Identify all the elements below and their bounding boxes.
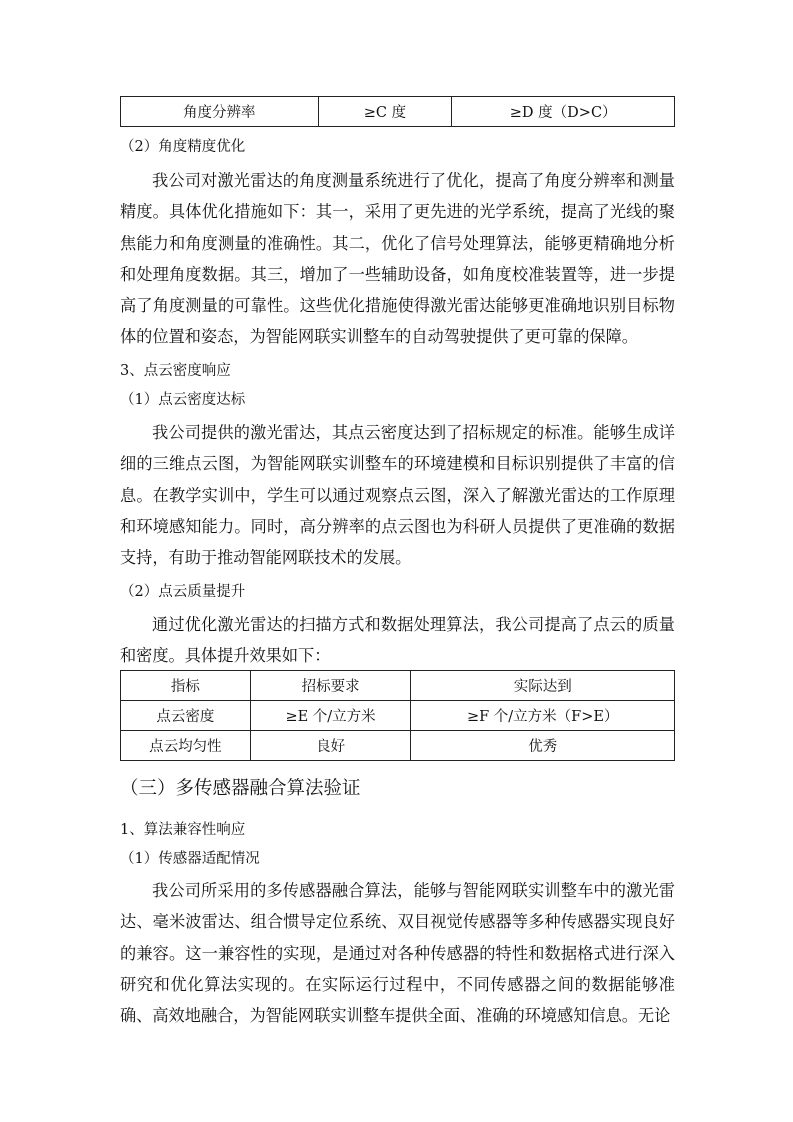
- table-header-cell: 实际达到: [411, 671, 675, 701]
- table-row: [121, 701, 675, 731]
- table-header-cell: 指标: [121, 671, 251, 701]
- subheading-density-compliance: （1）点云密度达标: [120, 392, 246, 408]
- table-cell: ≥C 度: [318, 97, 452, 127]
- subheading-quality-improvement: （2）点云质量提升: [120, 584, 246, 600]
- table-cell: ≥E 个/立方米: [250, 701, 411, 731]
- subheading-sensor-adaptation: （1）传感器适配情况: [120, 851, 260, 867]
- table-cell: 良好: [250, 731, 411, 761]
- table-cell: ≥D 度（D>C）: [452, 97, 675, 127]
- subheading-angle-optimization: （2）角度精度优化: [120, 139, 246, 155]
- table-row: [121, 731, 675, 761]
- table-header-row: [121, 671, 675, 701]
- heading-pointcloud-density: 3、点云密度响应: [120, 363, 231, 379]
- paragraph-angle-optimization: 我公司对激光雷达的角度测量系统进行了优化，提高了角度分辨率和测量精度。具体优化措施如下：其一，采用了更先进的光学系统，提高了光线的聚焦能力和角度测量的准确性。其二，优化了信号处理算法，能够更精确地分析和处理角度数据。其三，增加了一些辅助设备，如角度校准装置等，进一步提高了角度测量的可靠性。这些优化措施使得激光雷达能够更准确地识别目标物体的位置和姿态，为智能网联实训整车的自动驾驶提供了更可靠的保障。: [120, 171, 675, 347]
- table-cell: 点云均匀性: [121, 731, 251, 761]
- angle-resolution-table: [120, 96, 675, 127]
- table-cell: ≥F 个/立方米（F>E）: [411, 701, 675, 731]
- table-row: [121, 97, 675, 127]
- table-cell: 角度分辨率: [121, 97, 319, 127]
- heading-algorithm-compatibility: 1、算法兼容性响应: [120, 822, 246, 838]
- table-cell: 点云密度: [121, 701, 251, 731]
- table-header-cell: 招标要求: [250, 671, 411, 701]
- pointcloud-table: [120, 670, 675, 761]
- table-cell: 优秀: [411, 731, 675, 761]
- paragraph-sensor-adaptation: 我公司所采用的多传感器融合算法，能够与智能网联实训整车中的激光雷达、毫米波雷达、组合惯导定位系统、双目视觉传感器等多种传感器实现良好的兼容。这一兼容性的实现，是通过对各种传感器的特性和数据格式进行深入研究和优化算法实现的。在实际运行过程中，不同传感器之间的数据能够准确、高效地融合，为智能网联实训整车提供全面、准确的环境感知信息。无论: [120, 881, 675, 1026]
- section-heading-fusion: （三）多传感器融合算法验证: [120, 778, 361, 799]
- paragraph-quality-improvement: 通过优化激光雷达的扫描方式和数据处理算法，我公司提高了点云的质量和密度。具体提升效果如下：: [120, 615, 675, 666]
- paragraph-density-compliance: 我公司提供的激光雷达，其点云密度达到了招标规定的标准。能够生成详细的三维点云图，为智能网联实训整车的环境建模和目标识别提供了丰富的信息。在教学实训中，学生可以通过观察点云图，深入了解激光雷达的工作原理和环境感知能力。同时，高分辨率的点云图也为科研人员提供了更准确的数据支持，有助于推动智能网联技术的发展。: [120, 423, 675, 568]
